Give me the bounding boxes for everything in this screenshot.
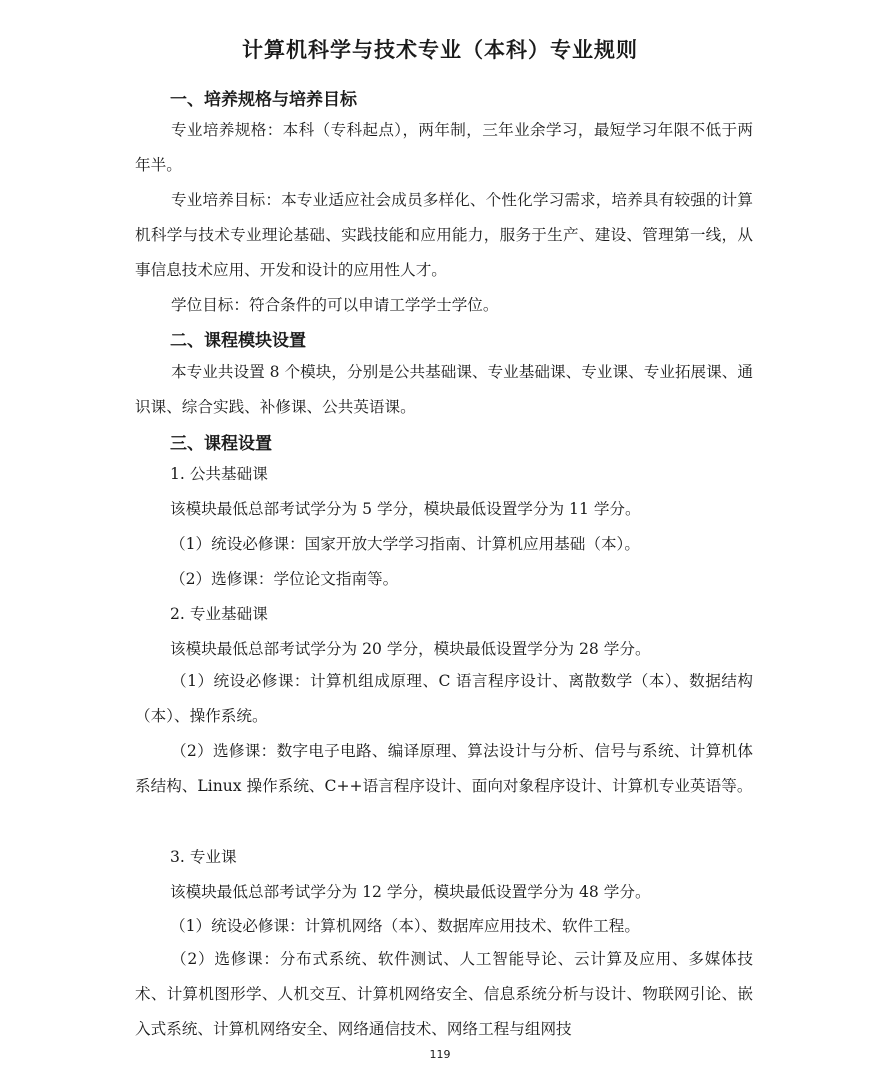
- module-required-major-basic: （1）统设必修课：计算机组成原理、C 语言程序设计、离散数学（本）、数据结构（本）、操作系统。: [135, 672, 753, 725]
- module-credits-major: 该模块最低总部考试学分为 12 学分，模块最低设置学分为 48 学分。: [170, 883, 651, 901]
- paragraph-training-specification: 专业培养规格：本科（专科起点），两年制，三年业余学习，最短学习年限不低于两年半。: [135, 121, 753, 174]
- module-elective-major-basic: （2）选修课：数字电子电路、编译原理、算法设计与分析、信号与系统、计算机体系结构、Linux 操作系统、C++语言程序设计、面向对象程序设计、计算机专业英语等。: [135, 742, 753, 795]
- section-heading-course-setup: 三、课程设置: [170, 434, 272, 454]
- paragraph-training-objective: 专业培养目标：本专业适应社会成员多样化、个性化学习需求，培养具有较强的计算机科学与技术专业理论基础、实践技能和应用能力，服务于生产、建设、管理第一线，从事信息技术应用、开发和设计的应用性人才。: [135, 191, 753, 279]
- section-heading-module-setup: 二、课程模块设置: [170, 331, 306, 351]
- module-credits-major-basic: 该模块最低总部考试学分为 20 学分，模块最低设置学分为 28 学分。: [170, 640, 651, 658]
- module-elective-major: （2）选修课：分布式系统、软件测试、人工智能导论、云计算及应用、多媒体技术、计算机图形学、人机交互、计算机网络安全、信息系统分析与设计、物联网引论、嵌入式系统、计算机网络安全、网络通信技术、网络工程与组网技: [135, 950, 753, 1038]
- module-required-public-basic: （1）统设必修课：国家开放大学学习指南、计算机应用基础（本）。: [170, 535, 640, 553]
- page-number: 119: [429, 1048, 451, 1061]
- module-elective-public-basic: （2）选修课：学位论文指南等。: [170, 570, 399, 588]
- module-title-major: 3. 专业课: [170, 848, 237, 866]
- paragraph-module-list: 本专业共设置 8 个模块，分别是公共基础课、专业基础课、专业课、专业拓展课、通识课、综合实践、补修课、公共英语课。: [135, 363, 753, 416]
- section-heading-training-goals: 一、培养规格与培养目标: [170, 90, 357, 110]
- module-title-public-basic: 1. 公共基础课: [170, 465, 268, 483]
- module-title-major-basic: 2. 专业基础课: [170, 605, 268, 623]
- module-credits-public-basic: 该模块最低总部考试学分为 5 学分，模块最低设置学分为 11 学分。: [170, 500, 641, 518]
- module-required-major: （1）统设必修课：计算机网络（本）、数据库应用技术、软件工程。: [170, 917, 640, 935]
- paragraph-degree-objective: 学位目标：符合条件的可以申请工学学士学位。: [171, 296, 499, 314]
- page-title: 计算机科学与技术专业（本科）专业规则: [242, 38, 638, 62]
